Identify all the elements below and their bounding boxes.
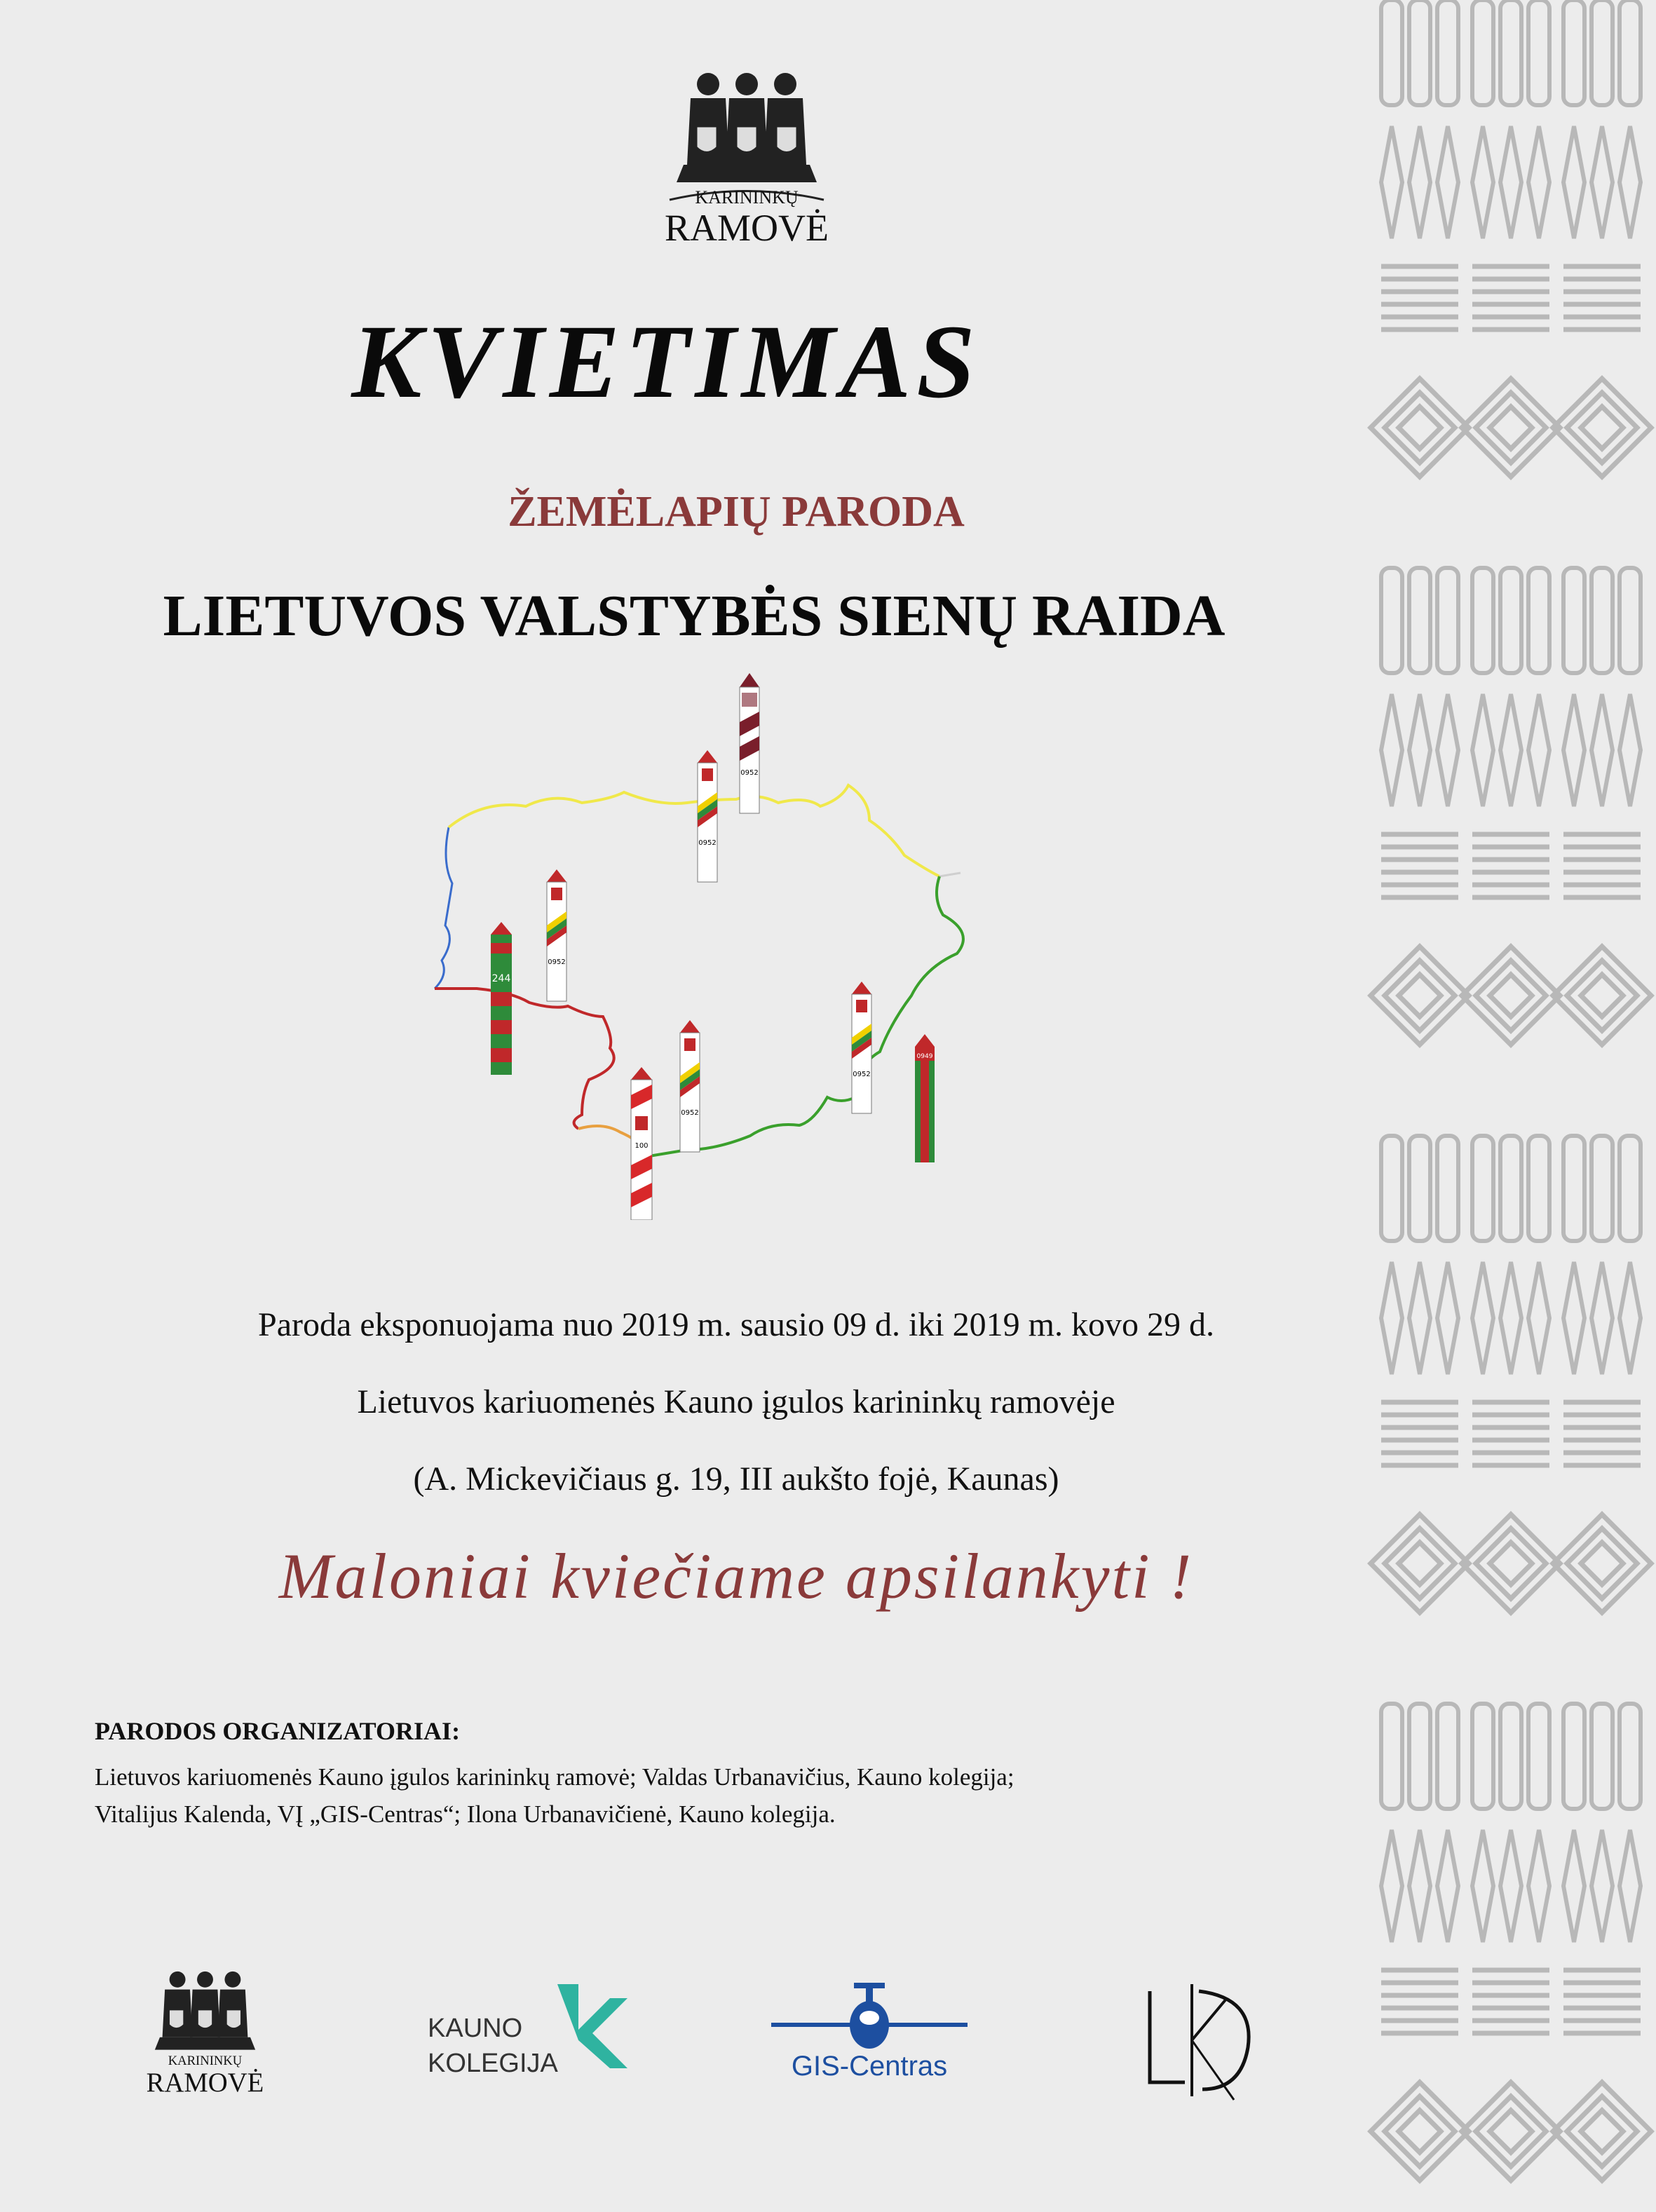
exhibition-heading: LIETUVOS VALSTYBĖS SIENŲ RAIDA [163, 583, 1226, 649]
welcome-message: Maloniai kviečiame apsilankyti ! [278, 1540, 1194, 1612]
russia-post [491, 922, 512, 1075]
logo-text-top: KARININKŲ [695, 187, 799, 208]
gis-centras-logo [764, 1977, 975, 2082]
svg-text:100: 100 [634, 1142, 649, 1150]
lithuania-post-north [698, 750, 717, 882]
russia-border [435, 989, 614, 1129]
kauno-kolegija-logo [428, 1977, 638, 2082]
k-mark-icon [557, 1984, 627, 2068]
svg-text:0952: 0952 [740, 769, 759, 777]
organizers-heading: PARODOS ORGANIZATORIAI: [95, 1717, 461, 1745]
latvia-border [449, 785, 939, 876]
svg-text:0949: 0949 [916, 1053, 933, 1060]
svg-text:244: 244 [491, 973, 511, 984]
svg-text:KARININKŲ: KARININKŲ [168, 2054, 243, 2069]
invitation-title: KVIETIMAS [351, 304, 981, 420]
karininku-ramove-logo [642, 60, 852, 249]
svg-text:0952: 0952 [548, 958, 566, 966]
logo-text-bottom: RAMOVĖ [664, 207, 829, 249]
folk-pattern-sash [1367, 0, 1656, 2208]
exhibition-dates: Paroda eksponuojama nuo 2019 m. sausio 09 d. iki 2019 m. kovo 29 d. [258, 1306, 1214, 1343]
svg-text:RAMOVĖ: RAMOVĖ [146, 2068, 264, 2098]
lithuania-post-center [680, 1020, 700, 1152]
latvia-post [740, 673, 759, 813]
lithuania-post-west [547, 869, 566, 1001]
belarus-post [915, 1034, 935, 1162]
organizers-line-2: Vitalijus Kalenda, VĮ „GIS-Centras“; Ilona Urbanavičienė, Kauno kolegija. [95, 1800, 836, 1828]
svg-text:KAUNO: KAUNO [428, 2014, 523, 2043]
exhibition-subtitle: ŽEMĖLAPIŲ PARODA [508, 488, 965, 536]
svg-text:0952: 0952 [853, 1071, 871, 1078]
lkd-logo [1136, 1977, 1255, 2103]
organizers-line-1: Lietuvos kariuomenės Kauno įgulos karininkų ramovė; Valdas Urbanavičius, Kauno kolegija; [95, 1763, 1014, 1791]
svg-text:0952: 0952 [698, 839, 717, 847]
lithuania-post-east [852, 982, 871, 1113]
svg-text:GIS-Centras: GIS-Centras [791, 2051, 948, 2082]
svg-text:KOLEGIJA: KOLEGIJA [428, 2049, 558, 2078]
poland-post [631, 1067, 652, 1220]
lithuania-border-map [421, 659, 1038, 1220]
svg-text:0952: 0952 [681, 1109, 699, 1117]
footer-ramove-logo [130, 1960, 280, 2100]
exhibition-venue: Lietuvos kariuomenės Kauno įgulos karininkų ramovėje [357, 1383, 1115, 1420]
exhibition-address: (A. Mickevičiaus g. 19, III aukšto fojė, Kaunas) [413, 1460, 1059, 1498]
sea-border [435, 827, 452, 989]
